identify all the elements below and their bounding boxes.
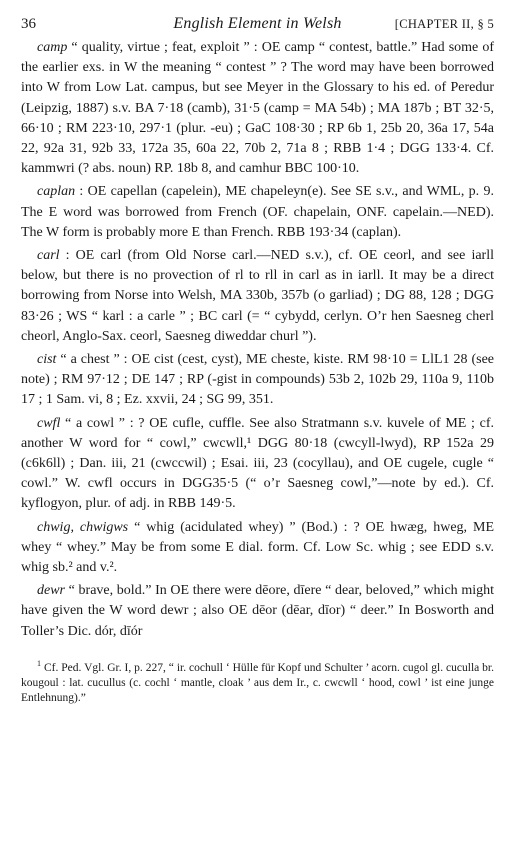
headword: carl — [37, 248, 60, 264]
entry-chwig — [21, 518, 494, 579]
headword: caplan — [37, 184, 76, 200]
footnote — [21, 656, 494, 706]
footnote-text: Cf. Ped. Vgl. Gr. I, p. 227, “ ir. cochull ‘ Hülle für Kopf und Schulter ’ acorn. cugol gl. cuculla br. kougoul : lat. cucullus (c. cochl ‘ mantle, cloak ’ aus dem Ir., c. cwcwll ‘ hood, cowl ’ ist eine junge Entlehnung).” — [21, 661, 495, 704]
chapter-reference: [CHAPTER II, § 5 — [394, 17, 494, 31]
entry-text: “ a chest ” : OE cist (cest, cyst), ME cheste, kiste. RM 98·10 = LlL1 28 (see note) ; RM 97·12 ; DE 147 ; RP (-gist in compounds) 53b 2, 102b 29, 110a 9, 110b 17 ; 1 Sam. vi, 8 ; Ez. xxvii, 24 ; SG 99, 351. — [21, 352, 494, 408]
entry-camp — [21, 38, 494, 179]
headword: dewr — [37, 583, 65, 599]
entry-text: “ brave, bold.” In OE there were dēore, dīere “ dear, beloved,” which might have given the W word dewr ; also OE dēor (dēar, dīor) “ deer.” In Bosworth and Toller’s Dic. dór, dīór — [21, 583, 494, 639]
entry-text: “ whig (acidulated whey) ” (Bod.) : ? OE hwæg, hweg, ME whey “ whey.” May be from some E dial. form. Cf. Low Sc. whig ; see EDD s.v. whig sb.² and v.². — [21, 519, 494, 576]
page-number: 36 — [21, 16, 36, 32]
entry-carl — [21, 246, 494, 347]
entries-body — [21, 38, 494, 642]
running-header — [21, 13, 494, 35]
entry-caplan — [21, 182, 494, 243]
entry-cist — [21, 350, 494, 411]
entry-dewr — [21, 581, 494, 642]
footnote-marker: 1 — [37, 658, 41, 668]
headword: cist — [37, 352, 57, 368]
headword: chwig, chwigws — [37, 519, 129, 535]
entry-text: “ quality, virtue ; feat, exploit ” : OE camp “ contest, battle.” Had some of the earlier exs. in W the meaning “ contest ” ? The word may have been borrowed into W from Low Lat. campus, but see Meyer in the Glossary to his ed. of Peredur (Leipzig, 1887) s.v. BA 7·18 (camb), 31·5 (camp = MA 54b) ; MA 187b ; BT 32·5, 66·10 ; RM 223·10, 297·1 (plur. -eu) ; GaC 108·30 ; RP 6b 1, 25b 20, 36a 17, 54a 22, 92a 31, 92b 33, 172a 35, 60a 22, 70b 2, 71a 8 ; RBB 1·4 ; DGG 133·4. Cf. kammwri (? abs. noun) RP. 18b 8, and camhur BBC 100·10. — [21, 40, 494, 177]
entry-text: : OE carl (from Old Norse carl.—NED s.v.), cf. OE ceorl, and see iarll below, but there is no provection of rl to rll in carl as in iarll. It may be a direct borrowing from Norse into Welsh, MA 330b, 357b (o garliad) ; DG 88, 128 ; DGG 83·26 ; WS “ karl : a carle ” ; BC carl (= “ cybydd, cerlyn. O’r hen Saesneg cherl cheorl, Anglo-Sax. ceorl, Saesneg diweddar churl ”). — [21, 248, 494, 344]
entry-cwfl — [21, 414, 494, 515]
entry-text: : OE capellan (capelein), ME chapeleyn(e). See SE s.v., and WML, p. 9. The E word was borrowed from French (OF. chapelain, ONF. capelain.—NED). The W form is probably more E than French. RBB 193·34 (caplan). — [21, 184, 494, 240]
headword: cwfl — [37, 415, 61, 431]
headword: camp — [37, 40, 68, 55]
entry-text: “ a cowl ” : ? OE cufle, cuffle. See also Stratmann s.v. kuvele of ME ; cf. another W word for “ cowl,” cwcwll,¹ DGG 80·18 (cwcyll-lwyd), RP 152a 29 (c6k6ll) ; Dan. iii, 21 (cwccwil) ; Esai. iii, 23 (cocyllau), and OE cugele, cugle “ cowl.” W. cwfl occurs in DGG35·5 (“ o’r Saesneg cowl,”—note by ed.). Cf. kyflogyon, plur. of adj. in RBB 149·5. — [21, 415, 494, 512]
running-title: English Element in Welsh — [173, 15, 342, 32]
